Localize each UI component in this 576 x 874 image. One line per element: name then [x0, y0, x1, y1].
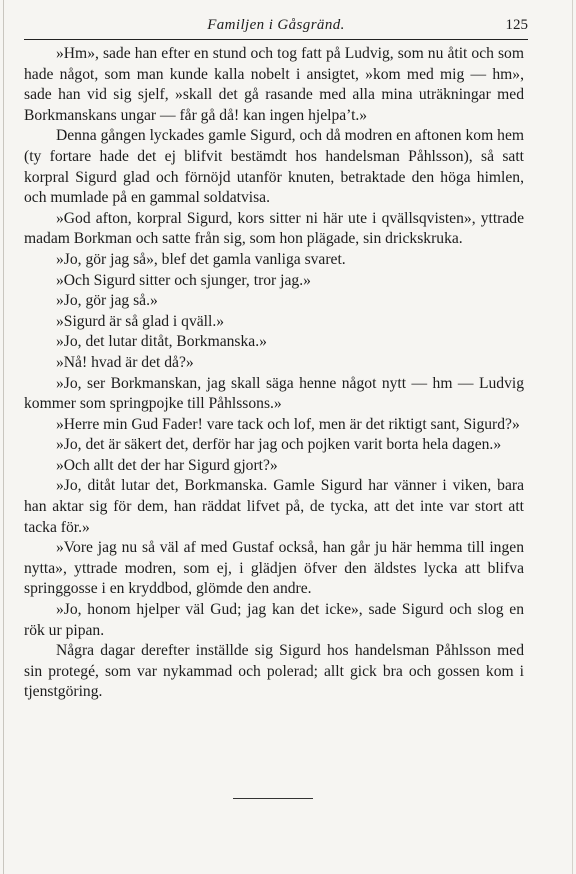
page-edge-right [572, 0, 573, 874]
paragraph: »Vore jag nu så väl af med Gustaf också, han går ju här hemma till ingen nytta», yttrade modren, som ej, i glädjen öfver den äldstes lycka att blifva springgosse i en kryddbod, glömde den andre. [24, 539, 524, 598]
paragraph: »Jo, det lutar ditåt, Borkmanska.» [56, 333, 267, 351]
page-edge-left [3, 0, 4, 874]
paragraph: »Jo, ser Borkmanskan, jag skall säga henne något nytt — hm — Ludvig kommer som springpojke till Påhlssons.» [24, 374, 524, 413]
paragraph: »Sigurd är så glad i qväll.» [56, 312, 225, 330]
paragraph: »Jo, honom hjelper väl Gud; jag kan det icke», sade Sigurd och slog en rök ur pipan. [24, 601, 524, 639]
running-title: Familjen i Gåsgränd. [207, 17, 345, 33]
paragraph: »Jo, gör jag så», blef det gamla vanliga svaret. [56, 250, 346, 268]
page-number: 125 [505, 17, 528, 33]
paragraph: »Jo, ditåt lutar det, Borkmanska. Gamle Sigurd har vänner i viken, bara han aktar sig för dem, han räddat lifvet på, de tycka, att det inte var stort att tacka för.» [24, 477, 524, 536]
paragraph: Denna gången lyckades gamle Sigurd, och då modren en aftonen kom hem (ty fortare hade det ej blifvit bestämdt hos handelsman Påhlsson), så satt korpral Sigurd glad och förnöjd utanför knuten, betraktade den höga himlen, och mumlade på en gammal soldatvisa. [24, 127, 524, 207]
paragraph: »Nå! hvad är det då?» [56, 353, 194, 371]
paragraph: »Hm», sade han efter en stund och tog fatt på Ludvig, som nu åtit och som hade något, som man kunde kalla nobelt i ansigtet, »kom med mig — hm», sade han vid sig sjelf, »skall det gå rasande med alla mina uträkningar med Borkmanskans ungar — får gå då! kan ingen hjelpa’t.» [24, 45, 524, 124]
section-end-rule [233, 798, 313, 799]
paragraph: »Jo, det är säkert det, derför har jag och pojken varit borta hela dagen.» [56, 436, 502, 454]
page-header [24, 13, 528, 40]
paragraph: »Herre min Gud Fader! vare tack och lof, men är det riktigt sant, Sigurd?» [56, 415, 520, 433]
paragraph: »God afton, korpral Sigurd, kors sitter ni här ute i qvällsqvisten», yttrade madam Borkman och satte från sig, som hon plägade, sin drickskruka. [24, 209, 524, 248]
paragraph: Några dagar derefter inställde sig Sigurd hos handelsman Påhlsson med sin protegé, som var nykammad och polerad; allt gick bra och gossen kom i tjenstgöring. [24, 642, 524, 701]
paragraph: »Och Sigurd sitter och sjunger, tror jag.» [56, 271, 311, 289]
body-text [24, 44, 524, 703]
paragraph: »Och allt det der har Sigurd gjort?» [56, 456, 278, 474]
paragraph: »Jo, gör jag så.» [56, 292, 158, 310]
